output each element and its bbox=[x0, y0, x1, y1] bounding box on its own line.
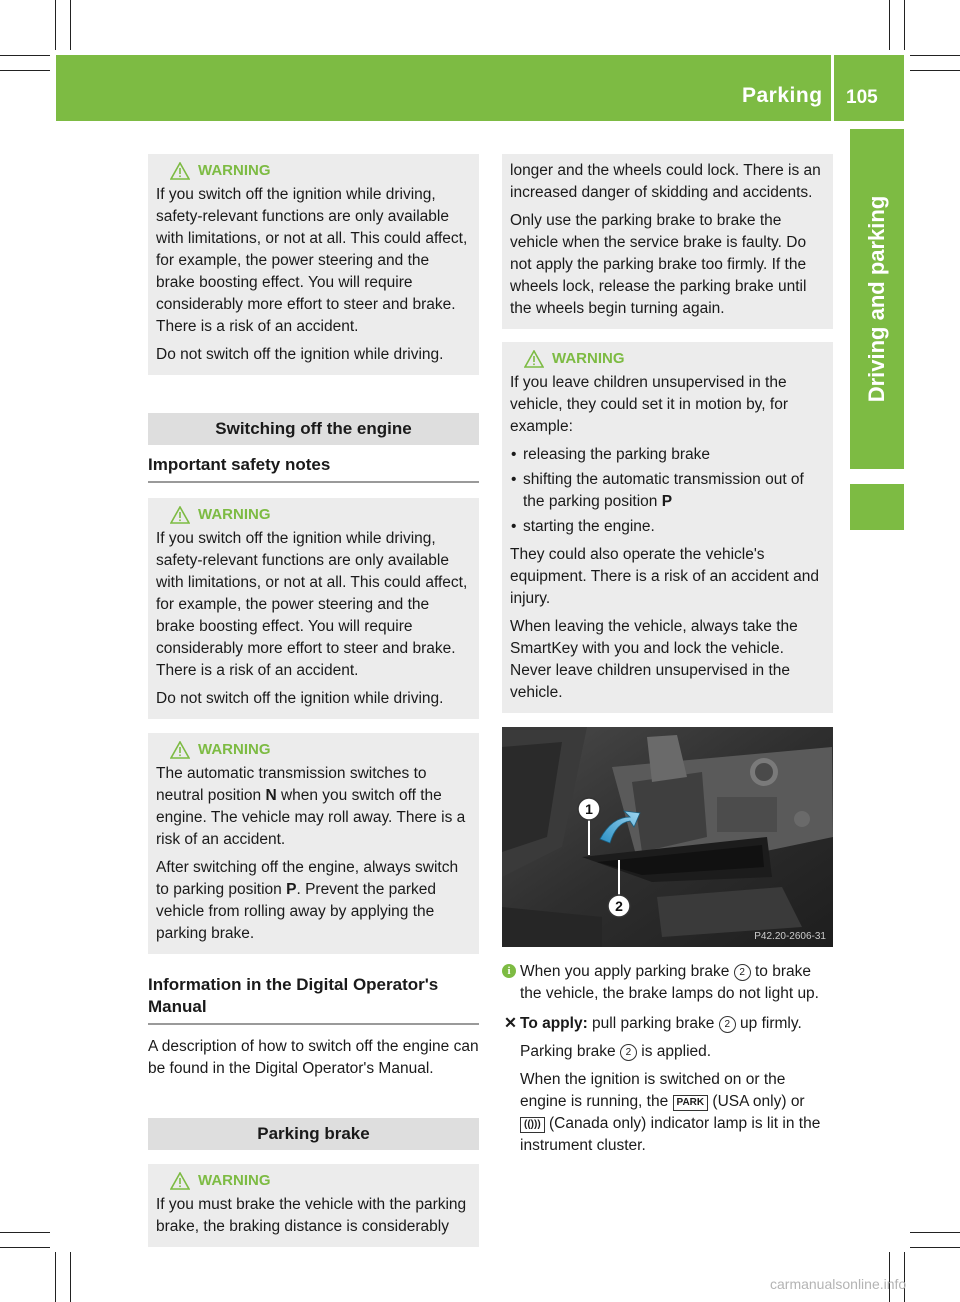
warning-text: If you must brake the vehicle with the parking brake, the braking distance is considerably bbox=[156, 1196, 467, 1235]
warning-heading bbox=[170, 160, 472, 182]
section-title: Parking brake bbox=[148, 1118, 479, 1150]
text-run: After switching off the engine, always switch to parking position bbox=[156, 859, 459, 898]
crop-mark bbox=[55, 1252, 56, 1302]
text-run: (USA only) or bbox=[708, 1093, 805, 1110]
warning-box bbox=[502, 342, 833, 713]
text-run: Parking brake bbox=[520, 1043, 620, 1060]
list-item: • releasing the parking brake bbox=[510, 444, 826, 466]
text-run: When you apply parking brake bbox=[520, 963, 734, 980]
figure-callout-1: 1 bbox=[585, 801, 593, 817]
page-title: Parking bbox=[742, 84, 823, 107]
list-item: • starting the engine. bbox=[510, 516, 826, 538]
text-run: pull parking brake bbox=[587, 1015, 719, 1032]
warning-text: They could also operate the vehicle's equipment. There is a risk of an accident and injury. bbox=[510, 546, 820, 607]
warning-triangle-icon bbox=[170, 162, 190, 180]
crop-mark bbox=[910, 1247, 960, 1248]
step-text bbox=[520, 1013, 833, 1035]
warning-text bbox=[156, 857, 472, 945]
crop-mark bbox=[889, 0, 890, 50]
chapter-side-label: Driving and parking bbox=[864, 195, 889, 403]
text-run: . Prevent the parked vehicle from rolling away by applying the parking brake. bbox=[156, 881, 437, 942]
text-run: to brake the vehicle, the brake lamps do not light up. bbox=[520, 963, 819, 1002]
callout-ref-2: 2 bbox=[719, 1016, 736, 1033]
crop-mark bbox=[910, 70, 960, 71]
step-text bbox=[520, 1069, 833, 1157]
crop-mark bbox=[0, 70, 50, 71]
text-run: (Canada only) indicator lamp is lit in the instrument cluster. bbox=[520, 1115, 821, 1154]
info-note bbox=[502, 961, 833, 1005]
text-run: when you switch off the engine. The vehicle may roll away. There is a risk of an accident. bbox=[156, 787, 466, 848]
warning-text: When leaving the vehicle, always take the SmartKey with you and lock the vehicle. Never leave children unsupervised in the vehicle. bbox=[510, 618, 798, 701]
step-label: To apply: bbox=[520, 1015, 588, 1032]
parking-brake-photo bbox=[502, 727, 833, 947]
warning-text: Only use the parking brake to brake the vehicle when the service brake is faulty. Do not apply the parking brake too firmly. If the wheels lock, release the parking brake until the wheels begin turning again. bbox=[510, 212, 807, 317]
warning-box bbox=[148, 733, 479, 954]
header-divider bbox=[831, 55, 834, 121]
bold-position: N bbox=[265, 787, 277, 804]
warning-label: WARNING bbox=[552, 350, 625, 367]
warning-triangle-icon bbox=[170, 506, 190, 524]
chapter-side-marker bbox=[850, 484, 904, 530]
warning-box bbox=[148, 1164, 479, 1247]
parking-brake-figure bbox=[502, 727, 833, 947]
warning-text: Do not switch off the ignition while driving. bbox=[156, 690, 444, 707]
crop-mark bbox=[0, 55, 50, 56]
left-column bbox=[148, 154, 479, 1247]
warning-triangle-icon bbox=[524, 350, 544, 368]
crop-mark bbox=[70, 1252, 71, 1302]
warning-box bbox=[148, 498, 479, 719]
crop-mark bbox=[904, 0, 905, 50]
bold-position: P bbox=[286, 881, 297, 898]
park-indicator-icon: PARK bbox=[673, 1095, 709, 1111]
info-icon: i bbox=[502, 964, 516, 978]
text-run: When the ignition is switched on or the engine is running, the bbox=[520, 1071, 786, 1110]
warning-text bbox=[156, 763, 472, 851]
text-run: is applied. bbox=[636, 1043, 712, 1060]
warning-text: If you leave children unsupervised in the vehicle, they could set it in motion by, for example: bbox=[510, 374, 788, 435]
warning-label: WARNING bbox=[198, 506, 271, 523]
warning-text: Do not switch off the ignition while driving. bbox=[156, 346, 444, 363]
step-text bbox=[520, 1041, 833, 1063]
body-text: A description of how to switch off the engine can be found in the Digital Operator's Manual. bbox=[148, 1038, 479, 1077]
bold-position: P bbox=[661, 493, 673, 510]
page-number: 105 bbox=[846, 87, 878, 108]
subheading: Information in the Digital Operator's Manual bbox=[148, 974, 479, 1025]
warning-text: If you switch off the ignition while driving, safety-relevant functions are only available with limitations, or not at all. This could affect, for example, the power steering and the brake boosting effect. You will require considerably more effort to steer and brake. There is a risk of an accident. bbox=[156, 530, 468, 679]
warning-box bbox=[148, 154, 479, 375]
crop-mark bbox=[0, 1247, 50, 1248]
warning-label: WARNING bbox=[198, 162, 271, 179]
watermark: carmanualsonline.info bbox=[770, 1276, 907, 1292]
callout-ref-2: 2 bbox=[734, 964, 751, 981]
crop-mark bbox=[910, 55, 960, 56]
warning-heading bbox=[524, 348, 826, 370]
step-arrow-icon: ✕ bbox=[504, 1015, 517, 1032]
text-run: shifting the automatic transmission out of the parking position bbox=[523, 471, 804, 510]
subheading: Important safety notes bbox=[148, 454, 479, 483]
crop-mark bbox=[0, 1232, 50, 1233]
warning-triangle-icon bbox=[170, 741, 190, 759]
crop-mark bbox=[910, 1232, 960, 1233]
text-run: The automatic transmission switches to neutral position bbox=[156, 765, 427, 804]
warning-label: WARNING bbox=[198, 1172, 271, 1189]
text-run: up firmly. bbox=[735, 1015, 802, 1032]
warning-heading bbox=[170, 739, 472, 761]
brake-indicator-icon: (())) bbox=[520, 1117, 545, 1133]
crop-mark bbox=[55, 0, 56, 50]
list-item bbox=[510, 469, 826, 513]
figure-callout-2: 2 bbox=[615, 898, 623, 914]
warning-text: If you switch off the ignition while driving, safety-relevant functions are only available with limitations, or not at all. This could affect, for example, the power steering and the brake boosting effect. You will require considerably more effort to steer and brake. There is a risk of an accident. bbox=[156, 186, 468, 335]
warning-heading bbox=[170, 1170, 472, 1192]
bullet-list bbox=[510, 444, 826, 538]
warning-label: WARNING bbox=[198, 741, 271, 758]
warning-text: longer and the wheels could lock. There is an increased danger of skidding and accidents. bbox=[510, 162, 821, 201]
crop-mark bbox=[70, 0, 71, 50]
right-column bbox=[502, 154, 833, 1163]
instruction-step bbox=[502, 1013, 833, 1157]
figure-code: P42.20-2606-31 bbox=[754, 931, 826, 942]
section-title: Switching off the engine bbox=[148, 413, 479, 445]
warning-triangle-icon bbox=[170, 1172, 190, 1190]
warning-box-continued bbox=[502, 154, 833, 329]
callout-ref-2: 2 bbox=[620, 1044, 637, 1061]
warning-heading bbox=[170, 504, 472, 526]
